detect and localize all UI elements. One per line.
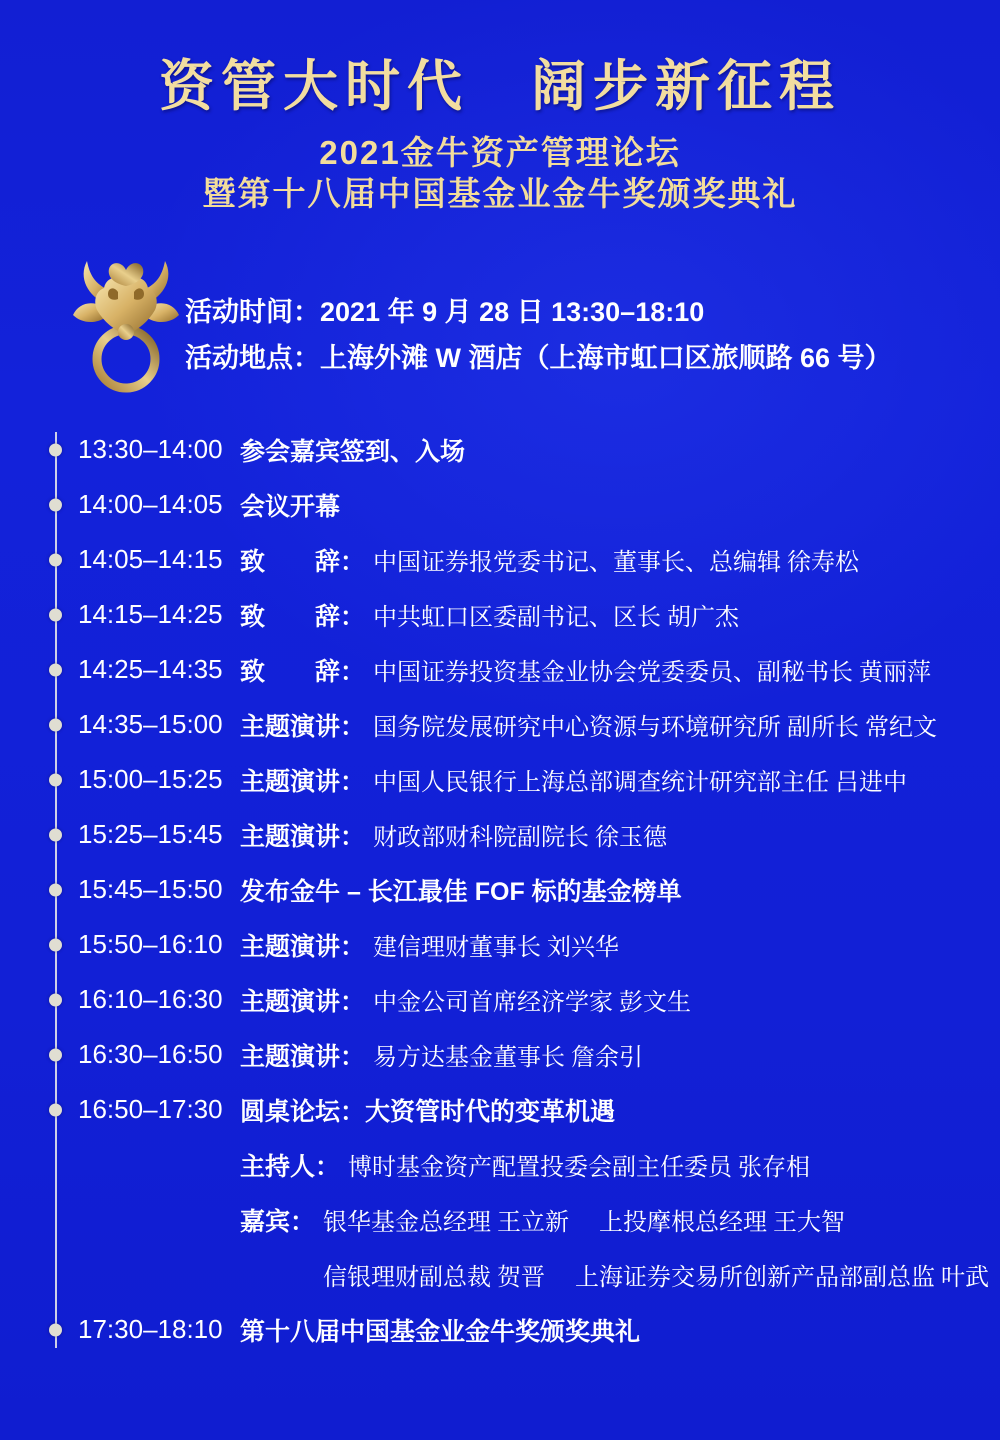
agenda-speaker: 易方达基金董事长 詹余引 <box>373 1045 644 1071</box>
agenda-time: 16:30–16:50 <box>78 1039 223 1069</box>
agenda-row <box>0 422 1000 477</box>
agenda-time: 15:45–15:50 <box>78 874 223 904</box>
agenda-time: 16:10–16:30 <box>78 984 223 1014</box>
agenda-label: 圆桌论坛：大资管时代的变革机遇 <box>240 1097 616 1126</box>
event-location-line <box>185 336 892 375</box>
agenda-time: 14:35–15:00 <box>78 709 223 739</box>
agenda-row <box>0 697 1000 752</box>
event-time-line <box>185 290 704 329</box>
event-location-label: 活动地点： <box>185 343 320 373</box>
timeline-dot <box>49 1323 62 1336</box>
agenda-label: 致 辞： <box>240 657 366 686</box>
agenda-speaker: 中国证券报党委书记、董事长、总编辑 徐寿松 <box>373 550 860 576</box>
agenda-row <box>0 642 1000 697</box>
agenda-label: 主题演讲： <box>240 712 366 741</box>
agenda-time: 17:30–18:10 <box>78 1314 223 1344</box>
agenda-time: 13:30–14:00 <box>78 434 223 464</box>
agenda-row <box>0 752 1000 807</box>
agenda-label: 主题演讲： <box>240 1042 366 1071</box>
roundtable-host-label: 主持人： <box>240 1152 341 1181</box>
agenda-speaker: 中国人民银行上海总部调查统计研究部主任 吕进中 <box>373 770 908 796</box>
agenda-label: 主题演讲： <box>240 932 366 961</box>
agenda-row <box>0 587 1000 642</box>
agenda-speaker: 中国证券投资基金业协会党委委员、副秘书长 黄丽萍 <box>373 660 932 686</box>
agenda-time: 14:05–14:15 <box>78 544 223 574</box>
timeline-dot <box>49 938 62 951</box>
agenda-label: 参会嘉宾签到、入场 <box>240 437 466 466</box>
event-location-value: 上海外滩 W 酒店（上海市虹口区旅顺路 66 号） <box>320 343 892 373</box>
roundtable-guests-label: 嘉宾： <box>240 1207 316 1236</box>
agenda-timeline <box>0 422 1000 1362</box>
event-time-label: 活动时间： <box>185 297 320 327</box>
roundtable-guests-row-2 <box>0 1247 1000 1302</box>
poster-subtitle-ceremony: 暨第十八届中国基金业金牛奖颁奖典礼 <box>202 175 798 212</box>
timeline-dot <box>49 1103 62 1116</box>
timeline-dot <box>49 718 62 731</box>
timeline-dot <box>49 608 62 621</box>
roundtable-guests-names: 银华基金总经理 王立新 上投摩根总经理 王大智 <box>323 1210 846 1236</box>
agenda-label: 致 辞： <box>240 547 366 576</box>
agenda-row <box>0 532 1000 587</box>
agenda-time: 15:00–15:25 <box>78 764 223 794</box>
agenda-label: 主题演讲： <box>240 822 366 851</box>
event-time-value: 2021 年 9 月 28 日 13:30–18:10 <box>320 297 705 327</box>
agenda-row <box>0 1082 1000 1137</box>
agenda-time: 15:50–16:10 <box>78 929 223 959</box>
agenda-speaker: 中金公司首席经济学家 彭文生 <box>373 990 692 1016</box>
golden-bull-knocker-icon <box>66 258 186 396</box>
agenda-row <box>0 972 1000 1027</box>
agenda-label: 致 辞： <box>240 602 366 631</box>
agenda-time: 16:50–17:30 <box>78 1094 223 1124</box>
agenda-speaker: 中共虹口区委副书记、区长 胡广杰 <box>373 605 740 631</box>
agenda-time: 14:15–14:25 <box>78 599 223 629</box>
agenda-speaker: 国务院发展研究中心资源与环境研究所 副所长 常纪文 <box>373 715 938 741</box>
agenda-time: 14:00–14:05 <box>78 489 223 519</box>
roundtable-host-name: 博时基金资产配置投委会副主任委员 张存相 <box>348 1155 811 1181</box>
roundtable-guests-names-2: 信银理财副总裁 贺晋 上海证券交易所创新产品部副总监 叶武 <box>323 1265 989 1291</box>
agenda-row <box>0 917 1000 972</box>
agenda-label: 主题演讲： <box>240 987 366 1016</box>
poster-subtitle-forum: 2021金牛资产管理论坛 <box>319 134 681 171</box>
agenda-row <box>0 1302 1000 1357</box>
timeline-dot <box>49 443 62 456</box>
agenda-row <box>0 1027 1000 1082</box>
agenda-label: 会议开幕 <box>240 492 341 521</box>
agenda-row <box>0 862 1000 917</box>
agenda-row <box>0 477 1000 532</box>
timeline-dot <box>49 828 62 841</box>
timeline-dot <box>49 883 62 896</box>
timeline-dot <box>49 498 62 511</box>
timeline-dot <box>49 1048 62 1061</box>
timeline-dot <box>49 993 62 1006</box>
timeline-dot <box>49 663 62 676</box>
timeline-dot <box>49 773 62 786</box>
roundtable-host-row <box>0 1137 1000 1192</box>
agenda-speaker: 财政部财科院副院长 徐玉德 <box>373 825 668 851</box>
agenda-label: 第十八届中国基金业金牛奖颁奖典礼 <box>240 1317 641 1346</box>
agenda-time: 14:25–14:35 <box>78 654 223 684</box>
agenda-label: 主题演讲： <box>240 767 366 796</box>
poster-main-title: 资管大时代 阔步新征程 <box>158 56 841 117</box>
agenda-row <box>0 807 1000 862</box>
agenda-speaker: 建信理财董事长 刘兴华 <box>373 935 620 961</box>
agenda-label: 发布金牛 – 长江最佳 FOF 标的基金榜单 <box>240 877 682 906</box>
timeline-dot <box>49 553 62 566</box>
agenda-time: 15:25–15:45 <box>78 819 223 849</box>
roundtable-guests-row <box>0 1192 1000 1247</box>
